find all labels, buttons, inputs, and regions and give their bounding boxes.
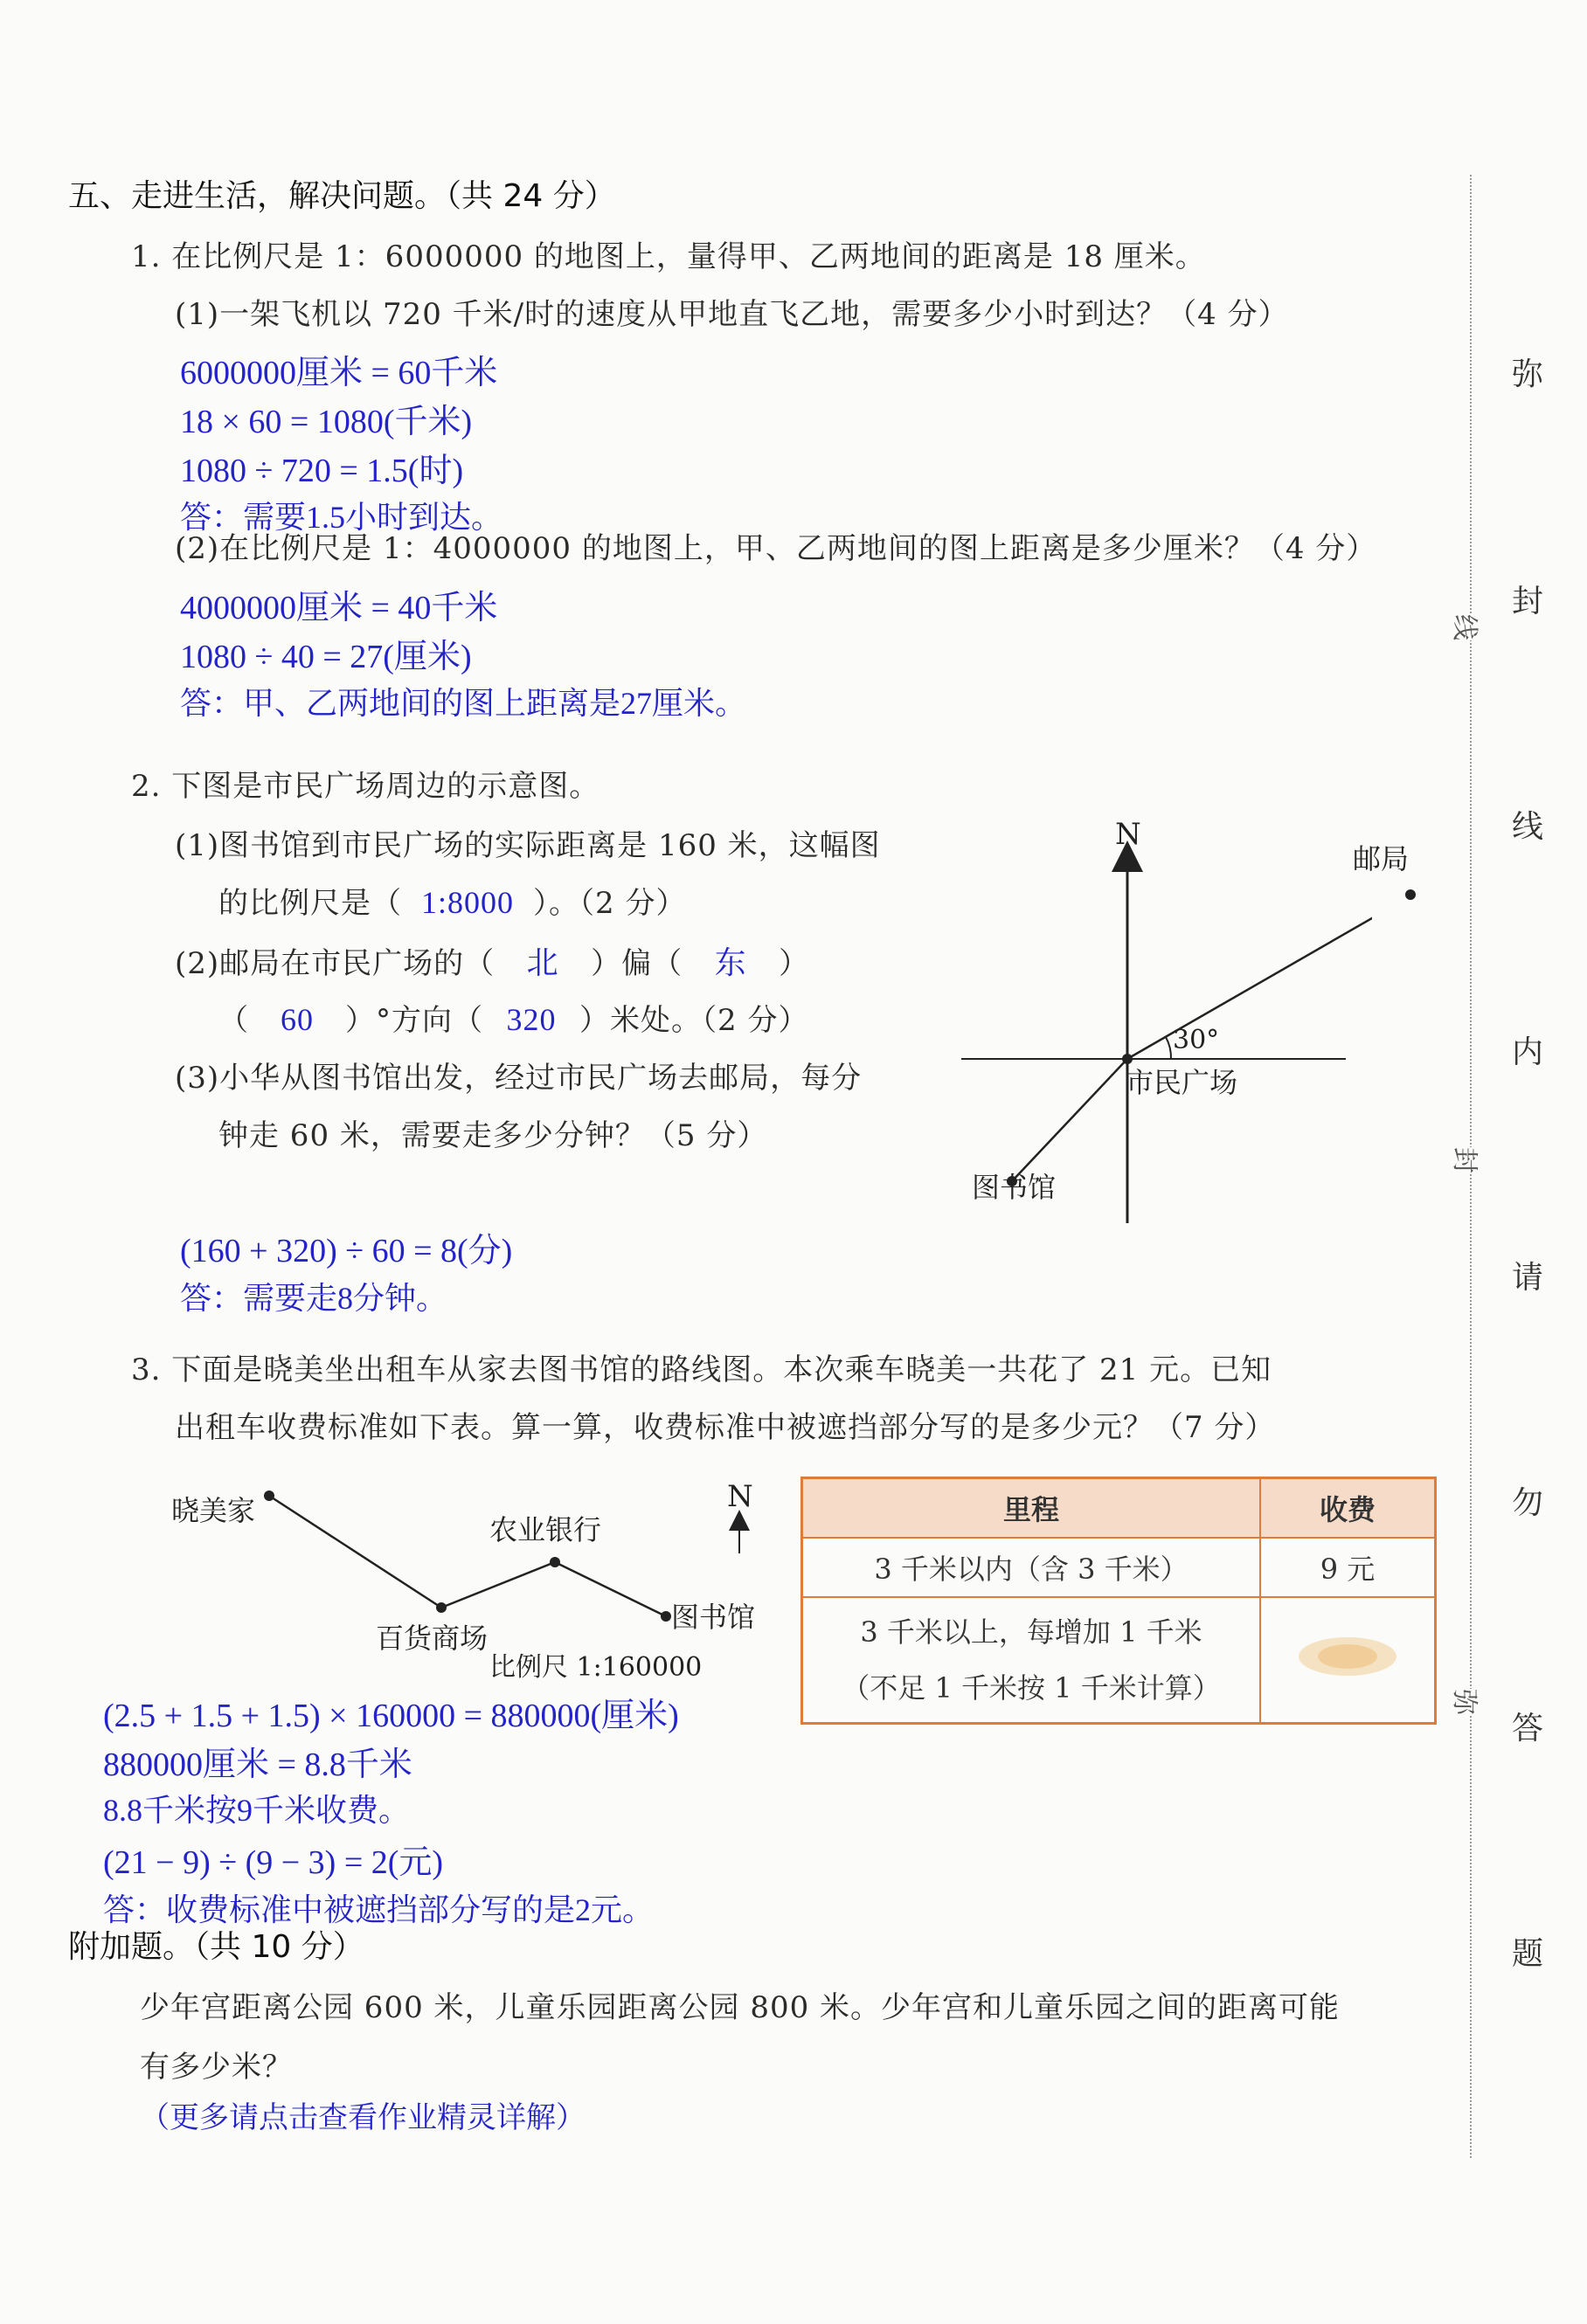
bonus-text-line1: 少年宫距离公园 600 米，儿童乐园距离公园 800 米。少年宫和儿童乐园之间的距离可能 (140, 1990, 1341, 2025)
side-char-4: 内 (1512, 1034, 1544, 1070)
q2-answer-1: (160 + 320) ÷ 60 = 8(分) (180, 1233, 513, 1269)
q1-sub2-answer-1: 4000000厘米 = 40千米 (180, 590, 498, 626)
q3-answer-5: 答：收费标准中被遮挡部分写的是2元。 (103, 1892, 655, 1927)
route-library-label: 图书馆 (671, 1601, 756, 1634)
q1-sub2: (2)在比例尺是 1：4000000 的地图上，甲、乙两地间的图上距离是多少厘米？（4 分） (175, 531, 1377, 566)
bank-label: 农业银行 (489, 1513, 602, 1546)
q3-stem-line2: 出租车收费标准如下表。算一算，收费标准中被遮挡部分写的是多少元？（7 分） (175, 1410, 1276, 1445)
q3-answer-1: (2.5 + 1.5 + 1.5) × 160000 = 880000(厘米) (103, 1698, 679, 1734)
seal-char-seal: 封 (1443, 1147, 1492, 1173)
section-title: 五、走进生活，解决问题。（共 24 分） (68, 178, 616, 214)
q1-sub2-answer-3: 答：甲、乙两地间的图上距离是27厘米。 (180, 686, 747, 721)
post-office-label: 邮局 (1353, 842, 1410, 875)
table-row (802, 1538, 1436, 1597)
seal-char-line: 线 (1443, 614, 1492, 640)
q2-part2-line2 (218, 996, 808, 1039)
q2-part2b-post: ）米处。（2 分） (579, 1003, 809, 1038)
north-label: N (1115, 817, 1141, 852)
q2-part1-post: ）。（2 分） (533, 886, 687, 921)
q1-sub1-answer-3: 1080 ÷ 720 = 1.5(时) (180, 453, 464, 489)
q2-scale-answer: 1:8000 (420, 885, 514, 920)
q2-part3-line2: 钟走 60 米，需要走多少分钟？（5 分） (218, 1118, 768, 1153)
q2-part2-pre: (2)邮局在市民广场的（ (175, 946, 496, 981)
q2-part2-mid: ）偏（ (591, 946, 683, 981)
route-library-point (661, 1611, 671, 1622)
angle-arc (1166, 1037, 1171, 1059)
route-map (166, 1468, 778, 1695)
table-row2-distance (802, 1597, 1261, 1724)
q2-direction-answer-1: 北 (526, 945, 559, 980)
covered-blot (1295, 1626, 1400, 1687)
post-office-line (1127, 896, 1372, 1059)
side-char-7: 答 (1512, 1711, 1544, 1746)
side-char-3: 线 (1512, 809, 1544, 845)
table-row1-distance: 3 千米以内（含 3 千米） (802, 1538, 1261, 1597)
table-row2-fee-hidden (1260, 1597, 1436, 1724)
q1-sub1-answer-1: 6000000厘米 = 60千米 (180, 355, 498, 391)
q2-part2-post: ） (779, 946, 810, 981)
q3-answer-2: 880000厘米 = 8.8千米 (103, 1746, 412, 1783)
plaza-label: 市民广场 (1126, 1066, 1238, 1099)
side-char-1: 弥 (1512, 356, 1544, 392)
table-row2-line1: 3 千米以上，每增加 1 千米 (860, 1615, 1202, 1649)
bonus-text-line2: 有多少米？ (140, 2050, 293, 2085)
q2-part1-line2 (218, 879, 686, 922)
q2-answer-2: 答：需要走8分钟。 (180, 1281, 448, 1316)
q1-sub2-answer-2: 1080 ÷ 40 = 27(厘米) (180, 639, 472, 675)
store-point (436, 1602, 447, 1613)
table-header-fee: 收费 (1260, 1478, 1436, 1539)
q1-sub1: (1)一架飞机以 720 千米/时的速度从甲地直飞乙地，需要多少小时到达？（4 分） (175, 297, 1289, 332)
home-point (264, 1491, 274, 1501)
q2-part1-line1: (1)图书馆到市民广场的实际距离是 160 米，这幅图 (175, 828, 881, 863)
library-line (1012, 1059, 1127, 1181)
table-header-distance: 里程 (802, 1478, 1261, 1539)
q2-part2b-pre: （ (218, 1003, 249, 1038)
q2-part1-pre: 的比例尺是（ (218, 886, 402, 921)
table-header-row (802, 1478, 1436, 1539)
taxi-fee-table (800, 1477, 1437, 1725)
side-char-5: 请 (1512, 1260, 1544, 1296)
seal-char-mi: 弥 (1443, 1689, 1492, 1715)
plaza-diagram (953, 813, 1372, 1232)
q1-sub1-answer-2: 18 × 60 = 1080(千米) (180, 404, 473, 440)
route-line (269, 1496, 666, 1616)
side-char-6: 勿 (1512, 1485, 1544, 1521)
table-row (802, 1597, 1436, 1724)
bonus-title: 附加题。（共 10 分） (68, 1929, 364, 1965)
side-char-2: 封 (1512, 584, 1544, 619)
q3-answer-4: (21 − 9) ÷ (9 − 3) = 2(元) (103, 1844, 444, 1881)
q2-part3-line1: (3)小华从图书馆出发，经过市民广场去邮局，每分 (175, 1061, 863, 1096)
route-north-label: N (727, 1479, 753, 1514)
table-row2-line2: （不足 1 千米按 1 千米计算） (842, 1671, 1221, 1705)
plaza-point (1122, 1054, 1133, 1064)
angle-label: 30° (1173, 1025, 1220, 1055)
store-label: 百货商场 (376, 1622, 489, 1655)
bank-point (550, 1557, 560, 1567)
q2-direction-answer-2: 东 (714, 945, 747, 980)
route-scale-label: 比例尺 1:160000 (489, 1652, 703, 1683)
more-detail-link[interactable]: （更多请点击查看作业精灵详解） (140, 2100, 586, 2135)
q2-angle-answer: 60 (281, 1002, 314, 1037)
q2-part2b-mid: ）°方向（ (345, 1003, 483, 1038)
q2-distance-answer: 320 (506, 1002, 557, 1037)
q1-stem: 1. 在比例尺是 1：6000000 的地图上，量得甲、乙两地间的距离是 18 厘米。 (131, 239, 1206, 274)
post-office-marker (1346, 839, 1442, 909)
q3-stem-line1: 3. 下面是晓美坐出租车从家去图书馆的路线图。本次乘车晓美一共花了 21 元。已知 (131, 1352, 1272, 1387)
side-char-8: 题 (1512, 1936, 1544, 1972)
table-row1-fee: 9 元 (1260, 1538, 1436, 1597)
q1-sub1-answer-4: 答：需要1.5小时到达。 (180, 500, 503, 535)
q2-part2-line1 (175, 938, 809, 983)
home-label: 晓美家 (171, 1494, 256, 1527)
library-label: 图书馆 (972, 1171, 1057, 1204)
q3-answer-3: 8.8千米按9千米收费。 (103, 1793, 411, 1828)
q2-stem: 2. 下图是市民广场周边的示意图。 (131, 769, 600, 804)
